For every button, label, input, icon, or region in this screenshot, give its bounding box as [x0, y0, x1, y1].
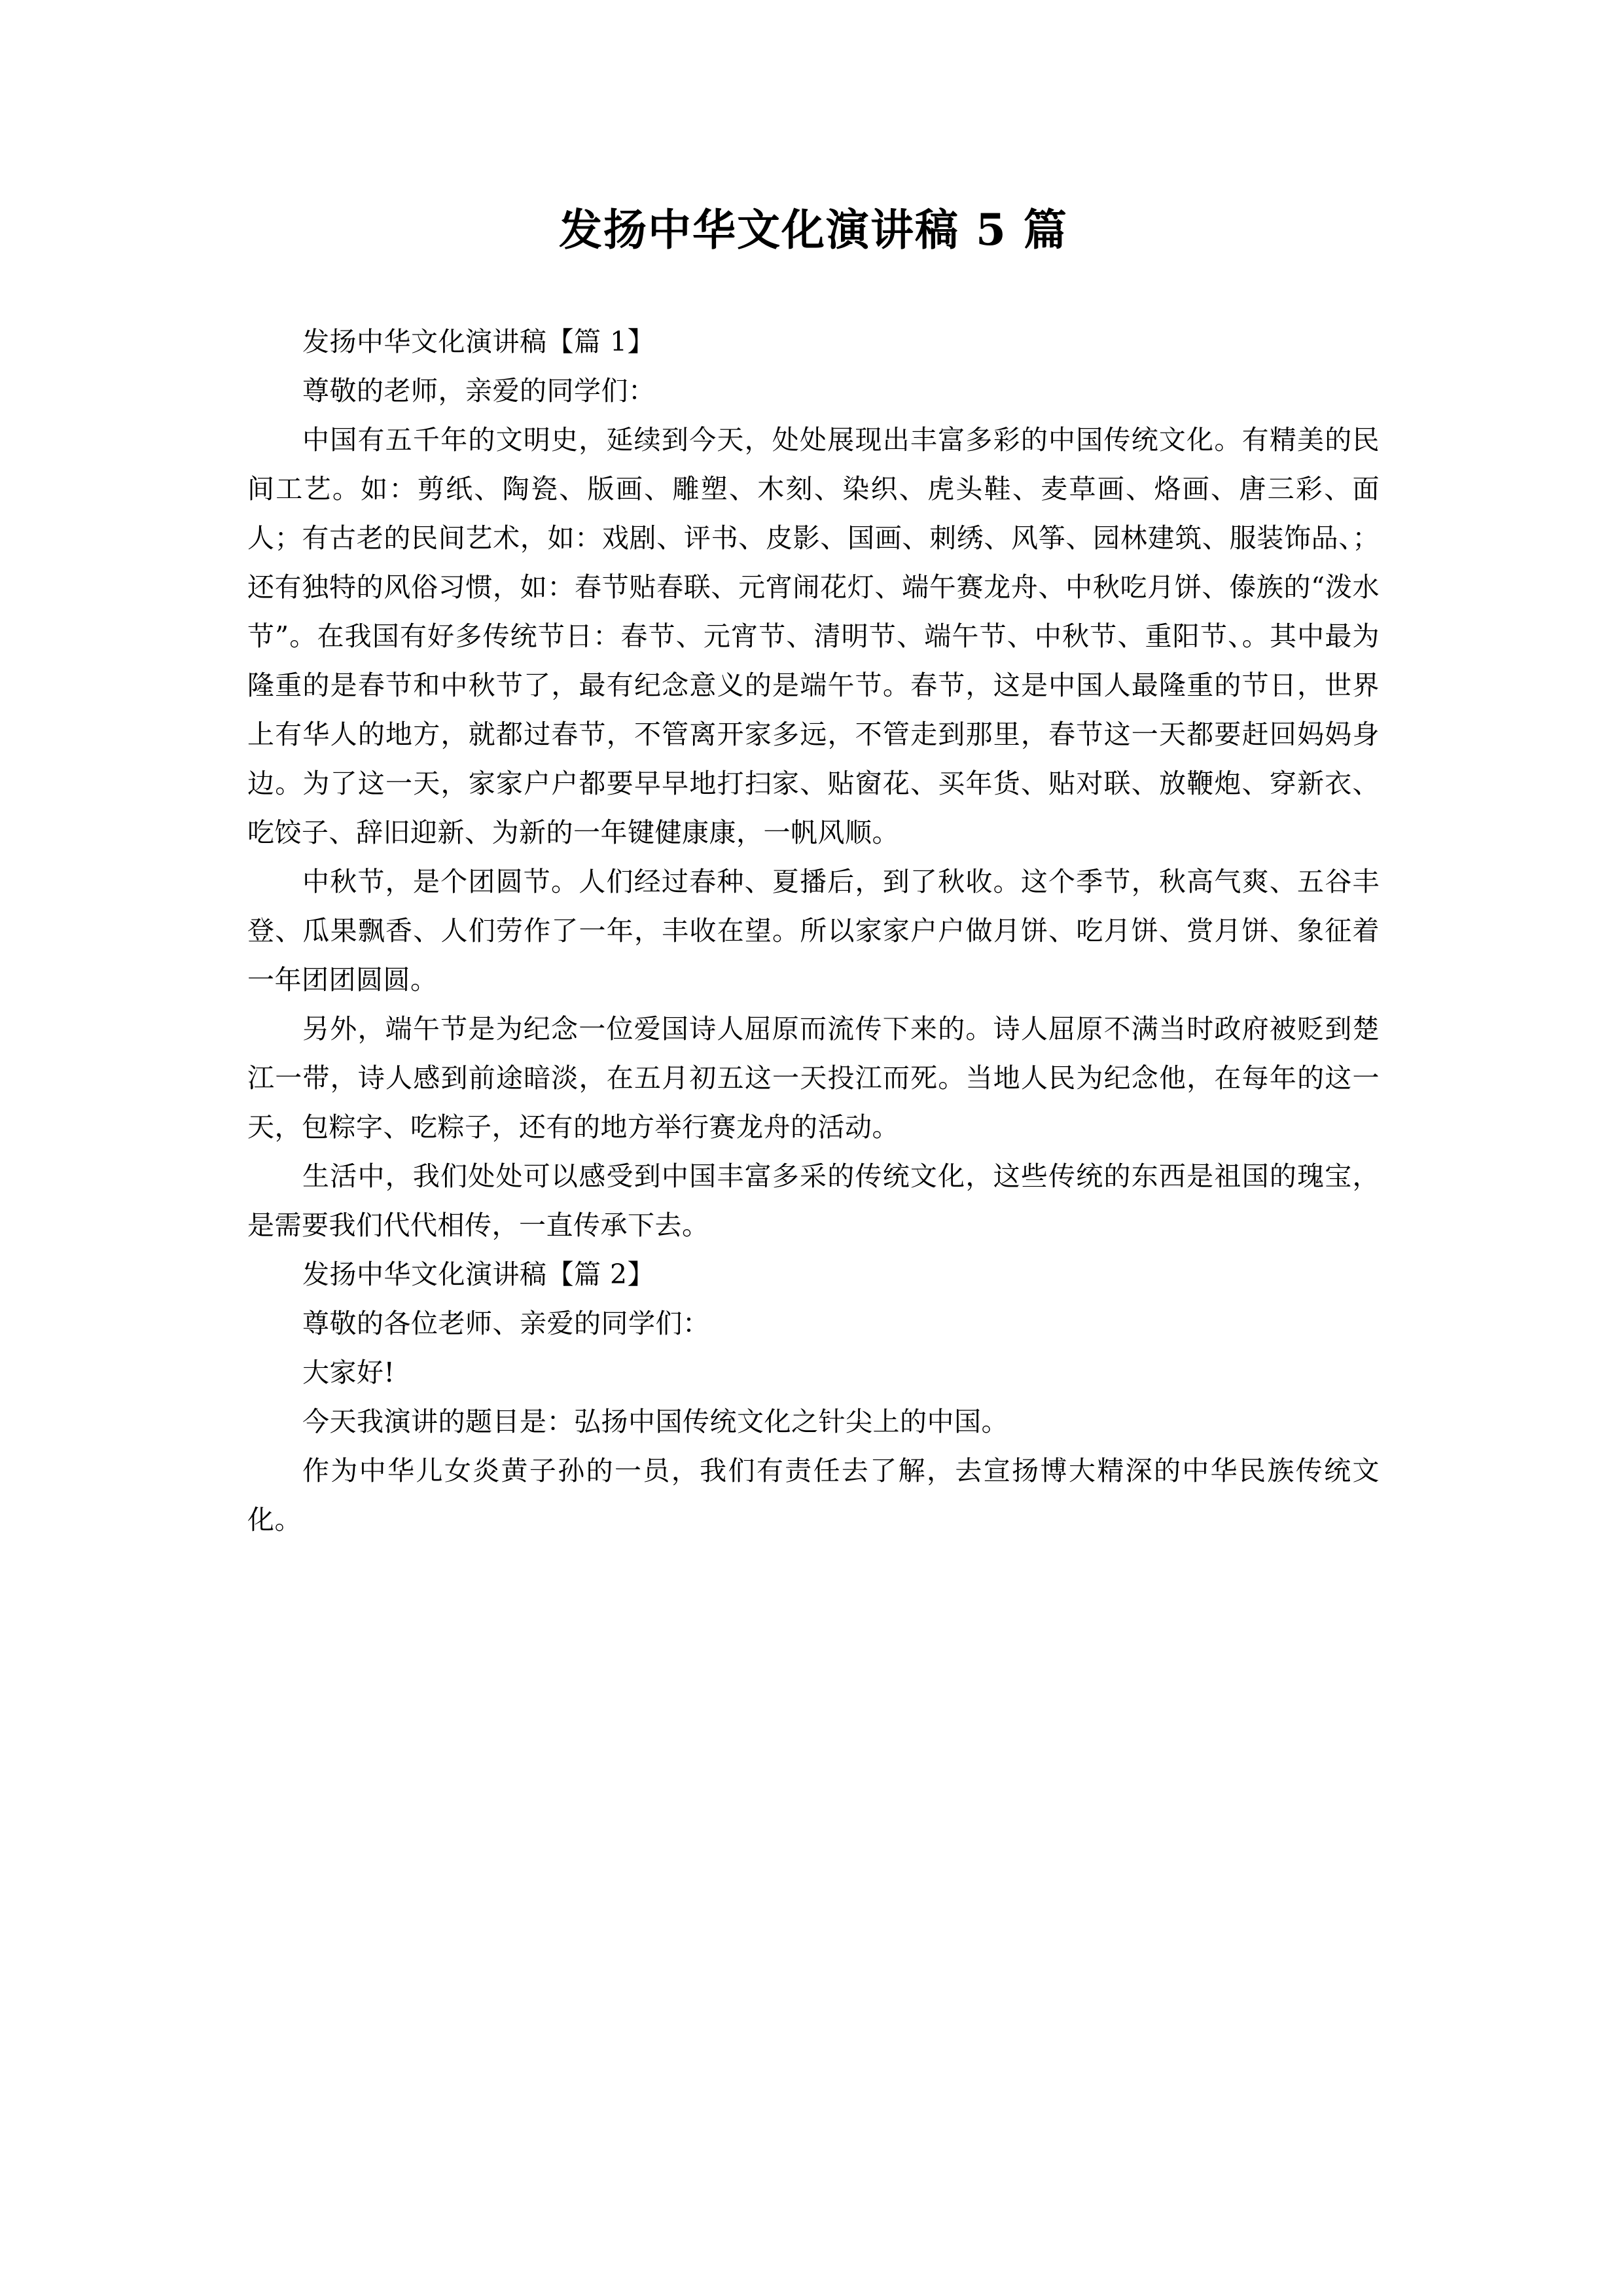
- salutation-pian-2: 尊敬的各位老师、亲爱的同学们：: [302, 1307, 710, 1339]
- body-paragraph-1: 中国有五千年的文明史，延续到今天，处处展现出丰富多彩的中国传统文化。有精美的民间工艺。如：剪纸、陶瓷、版画、雕塑、木刻、染织、虎头鞋、麦草画、烙画、唐三彩、面人；有古老的民间艺术，如：戏剧、评书、皮影、国画、刺绣、风筝、园林建筑、服装饰品、；还有独特的风俗习惯，如：春节贴春联、元宵闹花灯、端午赛龙舟、中秋吃月饼、傣族的“泼水节”。在我国有好多传统节日：春节、元宵节、清明节、端午节、中秋节、重阳节、。其中最为隆重的是春节和中秋节了，最有纪念意义的是端午节。春节，这是中国人最隆重的节日，世界上有华人的地方，就都过春节，不管离开家多远，不管走到那里，春节这一天都要赶回妈妈身边。为了这一天，家家户户都要早早地打扫家、贴窗花、买年货、贴对联、放鞭炮、穿新衣、吃饺子、辞旧迎新、为新的一年键健康康，一帆风顺。: [247, 423, 1380, 848]
- section-heading-pian-1: 发扬中华文化演讲稿【篇 1】: [302, 325, 655, 357]
- body-paragraph-4: 生活中，我们处处可以感受到中国丰富多采的传统文化，这些传统的东西是祖国的瑰宝，是需要我们代代相传，一直传承下去。: [247, 1160, 1380, 1241]
- section-heading-pian-2: 发扬中华文化演讲稿【篇 2】: [302, 1258, 655, 1290]
- greeting-pian-2: 大家好!: [302, 1356, 395, 1388]
- document-content: [247, 0, 1380, 1545]
- page-title: 发扬中华文化演讲稿 5 篇: [559, 204, 1068, 255]
- body-paragraph-2: 中秋节，是个团圆节。人们经过春种、夏播后，到了秋收。这个季节，秋高气爽、五谷丰登、瓜果飘香、人们劳作了一年，丰收在望。所以家家户户做月饼、吃月饼、赏月饼、象征着一年团团圆圆。: [247, 865, 1380, 996]
- salutation-pian-1: 尊敬的老师，亲爱的同学们：: [302, 374, 656, 406]
- body-paragraph-3: 另外，端午节是为纪念一位爱国诗人屈原而流传下来的。诗人屈原不满当时政府被贬到楚江一带，诗人感到前途暗淡，在五月初五这一天投江而死。当地人民为纪念他，在每年的这一天，包粽字、吃粽子，还有的地方举行赛龙舟的活动。: [247, 1013, 1380, 1143]
- topic-statement-pian-2: 今天我演讲的题目是：弘扬中国传统文化之针尖上的中国。: [302, 1405, 1008, 1437]
- body-paragraph-5: 作为中华儿女炎黄子孙的一员，我们有责任去了解，去宣扬博大精深的中华民族传统文化。: [247, 1454, 1380, 1535]
- document-body: [247, 317, 1380, 1545]
